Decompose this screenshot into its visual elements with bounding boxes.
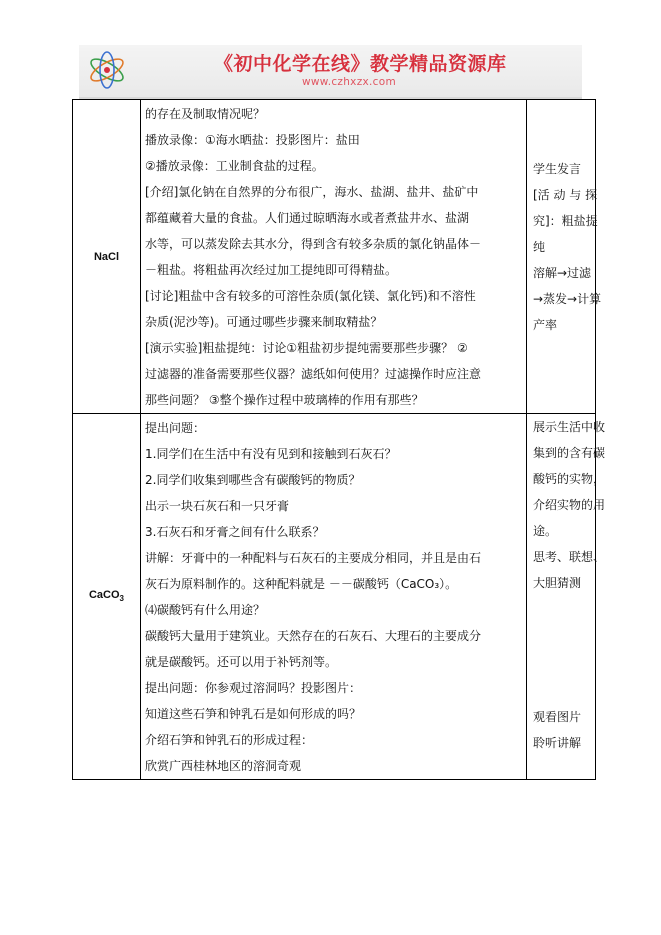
content-line: [介绍]氯化钠在自然界的分布很广，海水、盐湖、盐井、盐矿中 <box>145 185 479 199</box>
content-line: 灰石为原料制作的。这种配料就是 －－碳酸钙（CaCO₃）。 <box>145 577 458 591</box>
content-line: 播放录像：①海水晒盐：投影图片：盐田 <box>145 133 360 147</box>
side-line: 介绍实物的用 <box>533 498 606 512</box>
banner-title <box>214 49 507 76</box>
content-line: 欣赏广西桂林地区的溶洞奇观 <box>145 759 302 773</box>
atom-logo-icon <box>85 48 129 92</box>
side-line: 大胆猜测 <box>533 576 582 590</box>
side-line: 溶解→过滤 <box>533 266 592 280</box>
side-line: 究]：粗盐提 <box>533 214 598 228</box>
row-label-caco3 <box>73 414 141 780</box>
side-line: 集到的含有碳 <box>533 446 606 460</box>
side-line: 观看图片 <box>533 710 582 724</box>
side-line: 途。 <box>533 524 558 538</box>
label-formula: CaCO <box>88 589 120 602</box>
row-label-nacl: NaCl <box>73 100 141 414</box>
row-content-caco3 <box>141 414 527 780</box>
side-line: 展示生活中收 <box>533 420 606 434</box>
content-line: ②播放录像：工业制食盐的过程。 <box>145 159 324 173</box>
content-line: 3.石灰石和牙膏之间有什么联系？ <box>145 525 325 539</box>
content-line: －粗盐。将粗盐再次经过加工提纯即可得精盐。 <box>145 263 398 277</box>
content-line: 过滤器的准备需要那些仪器？滤纸如何使用？过滤操作时应注意 <box>145 367 482 381</box>
table-row-nacl <box>73 100 596 414</box>
content-line: 的存在及制取情况呢？ <box>145 107 266 121</box>
row-content-nacl <box>141 100 527 414</box>
banner-url: www.czhxzx.com <box>302 76 396 88</box>
side-spacer <box>533 596 595 704</box>
content-line: 杂质(泥沙等)。可通过哪些步骤来制取精盐？ <box>145 315 383 329</box>
content-line: 水等，可以蒸发除去其水分，得到含有较多杂质的氯化钠晶体－ <box>145 237 482 251</box>
content-line: 提出问题：你参观过溶洞吗？投影图片： <box>145 681 362 695</box>
content-line: [演示实验]粗盐提纯：讨论①粗盐初步提纯需要那些步骤？ ② <box>145 341 468 355</box>
side-line: 思考、联想、 <box>533 550 606 564</box>
banner-title-part2: 教学精品资源库 <box>370 53 507 75</box>
label-formula-subscript: 3 <box>119 594 124 604</box>
side-line: 酸钙的实物， <box>533 472 606 486</box>
row-side-nacl <box>527 100 602 414</box>
row-side-caco3 <box>527 414 606 780</box>
lesson-table <box>72 99 606 780</box>
content-line: 那些问题？ ③整个操作过程中玻璃棒的作用有那些？ <box>145 393 424 407</box>
side-line: 学生发言 <box>533 162 582 176</box>
content-line: 讲解：牙膏中的一种配料与石灰石的主要成分相同，并且是由石 <box>145 551 482 565</box>
content-line: 出示一块石灰石和一只牙膏 <box>145 499 290 513</box>
content-line: 2.同学们收集到哪些含有碳酸钙的物质？ <box>145 473 361 487</box>
content-line: ⑷碳酸钙有什么用途？ <box>145 603 266 617</box>
table-row-caco3 <box>73 414 596 780</box>
content-line: 碳酸钙大量用于建筑业。天然存在的石灰石、大理石的主要成分 <box>145 629 482 643</box>
content-line: 就是碳酸钙。还可以用于补钙剂等。 <box>145 655 338 669</box>
content-line: 1.同学们在生活中有没有见到和接触到石灰石？ <box>145 447 397 461</box>
content-line: [讨论]粗盐中含有较多的可溶性杂质(氯化镁、氯化钙)和不溶性 <box>145 289 476 303</box>
side-spacer <box>533 100 595 156</box>
content-line: 都蕴藏着大量的食盐。人们通过晾晒海水或者煮盐井水、盐湖 <box>145 211 470 225</box>
header-banner <box>79 45 582 97</box>
content-line: 知道这些石笋和钟乳石是如何形成的吗？ <box>145 707 362 721</box>
side-line: →蒸发→计算 <box>533 292 602 306</box>
content-line: 提出问题： <box>145 421 206 435</box>
side-line: 聆听讲解 <box>533 736 582 750</box>
side-line: 纯 <box>533 240 546 254</box>
side-line: [活 动 与 探 <box>533 188 598 202</box>
content-line: 介绍石笋和钟乳石的形成过程： <box>145 733 314 747</box>
side-line: 产率 <box>533 318 558 332</box>
banner-title-part1: 《初中化学在线》 <box>214 53 371 75</box>
